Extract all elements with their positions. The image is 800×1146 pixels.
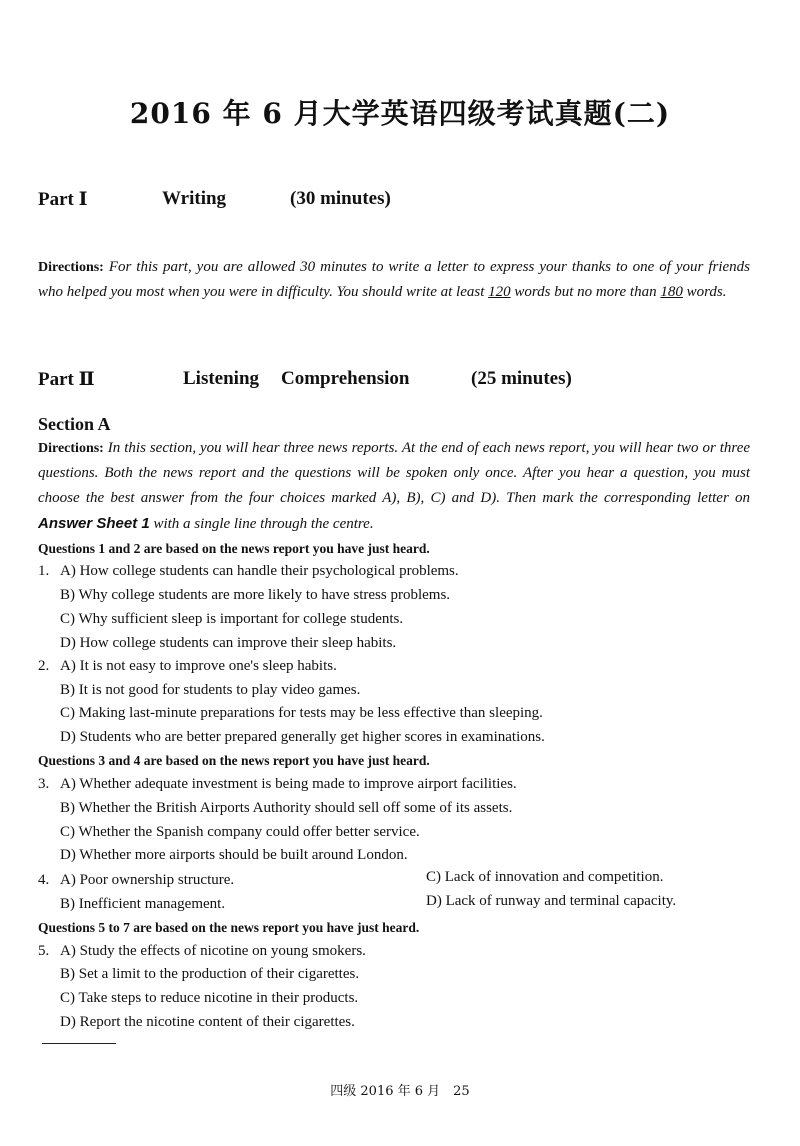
part1-label: Part Ⅰ [38, 189, 88, 210]
part1-directions [38, 255, 750, 305]
part2-time: (25 minutes) [471, 368, 572, 389]
question-1-option-d: D) How college students can improve their sleep habits. [60, 635, 397, 651]
question-number: 4. [38, 872, 50, 888]
directions-label: Directions: [38, 441, 104, 456]
question-4-option-c: C) Lack of innovation and competition. [426, 869, 664, 885]
question-number: 2. [38, 658, 50, 674]
part1-name: Writing [162, 188, 227, 209]
answer-sheet-ref: Answer Sheet 1 [38, 515, 150, 532]
max-words: 180 [660, 284, 683, 300]
question-number: 5. [38, 943, 50, 959]
question-group-heading: Questions 1 and 2 are based on the news report you have just heard. [38, 541, 430, 556]
question-5-option-c: C) Take steps to reduce nicotine in their products. [60, 990, 359, 1006]
question-4-option-d: D) Lack of runway and terminal capacity. [426, 893, 677, 909]
question-5-option-b: B) Set a limit to the production of their cigarettes. [60, 966, 360, 982]
question-2-option-c: C) Making last-minute preparations for tests may be less effective than sleeping. [60, 705, 543, 721]
question-5-option-a: A) Study the effects of nicotine on young smokers. [60, 943, 366, 959]
question-3-option-c: C) Whether the Spanish company could offer better service. [60, 824, 420, 840]
question-number: 3. [38, 776, 50, 792]
question-4-option-b: B) Inefficient management. [60, 896, 226, 912]
directions-text: words. [682, 284, 727, 300]
part2-label: Part Ⅱ [38, 369, 95, 390]
page-title: 2016 年 6 月大学英语四级考试真题(二) [129, 97, 671, 130]
question-3-option-a: A) Whether adequate investment is being made to improve airport facilities. [60, 776, 517, 792]
question-number: 1. [38, 563, 50, 579]
question-4-option-a: A) Poor ownership structure. [60, 872, 235, 888]
page-footer: 四级 2016 年 6 月 25 [330, 1084, 470, 1099]
question-1-option-a: A) How college students can handle their psychological problems. [60, 563, 459, 579]
part1-time: (30 minutes) [290, 188, 391, 209]
directions-text: words but no more than [510, 284, 661, 300]
question-2-option-b: B) It is not good for students to play video games. [60, 682, 361, 698]
directions-text: In this section, you will hear three news reports. At the end of each news report, you will hear two or three questions. Both the news report and the questions will be spoken only once. After you hear a question, you must choose the best answer from the four choices marked A), B), C) and D). Then mark the corresponding letter on [38, 440, 751, 506]
directions-label: Directions: [38, 260, 104, 275]
footnote-divider [42, 1043, 116, 1044]
question-1-option-b: B) Why college students are more likely to have stress problems. [60, 587, 451, 603]
min-words: 120 [488, 284, 511, 300]
question-1-option-c: C) Why sufficient sleep is important for college students. [60, 611, 404, 627]
section-a-title: Section A [38, 414, 111, 434]
directions-text: For this part, you are allowed 30 minutes to write a letter to express your thanks to one of your friends who helped you most when you were in difficulty. You should write at least [38, 259, 750, 300]
section-a-directions [38, 436, 750, 537]
part2-name-2: Comprehension [281, 368, 410, 389]
question-3-option-d: D) Whether more airports should be built around London. [60, 847, 408, 863]
question-group-heading: Questions 3 and 4 are based on the news report you have just heard. [38, 753, 430, 768]
directions-text: with a single line through the centre. [149, 516, 374, 532]
part2-name-1: Listening [183, 368, 260, 389]
question-2-option-d: D) Students who are better prepared generally get higher scores in examinations. [60, 729, 545, 745]
question-5-option-d: D) Report the nicotine content of their cigarettes. [60, 1014, 355, 1030]
question-2-option-a: A) It is not easy to improve one's sleep habits. [60, 658, 337, 674]
question-group-heading: Questions 5 to 7 are based on the news report you have just heard. [38, 920, 420, 935]
question-3-option-b: B) Whether the British Airports Authority should sell off some of its assets. [60, 800, 513, 816]
